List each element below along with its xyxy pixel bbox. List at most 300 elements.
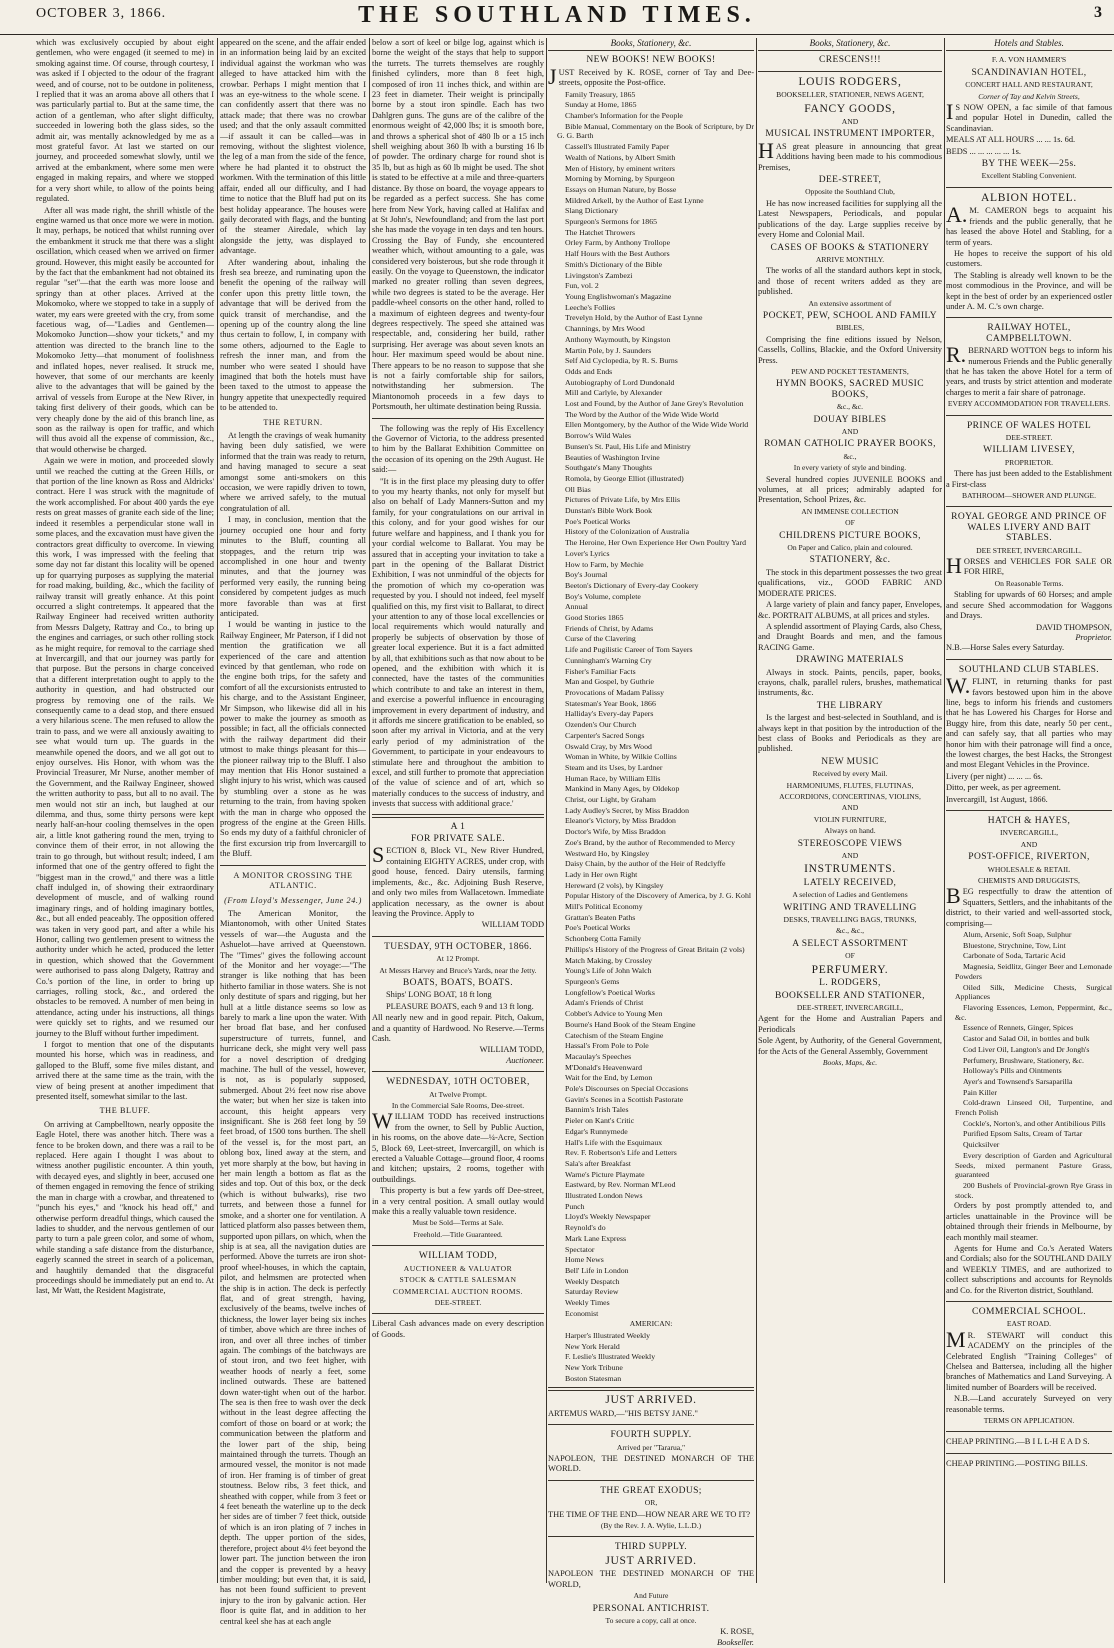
american-paper-item: Harper's Illustrated Weekly [565,1330,651,1340]
book-list-item: Dunstan's Bible Work Book [565,506,653,516]
divider [946,317,1112,318]
ads-section-heading: Hotels and Stables. [946,38,1112,51]
book-list-item: Edgar's Runnymede [565,1126,628,1136]
column-4-books [548,38,754,1647]
book-list-item: Eleanor's Victory, by Miss Braddon [565,816,676,826]
ad-line: DEE STREET, INVERCARGILL. [976,545,1082,555]
book-list-item: Gavin's Scenes in a Scottish Pastorate [565,1094,684,1104]
ad-body: HORSES and VEHICLES FOR SALE OR FOR HIRE, [946,553,1112,579]
book-list-item: Fisher's Familiar Facts [565,666,636,676]
article-paragraph: appeared on the scene, and the affair ended in an information being laid by an excited individual against the workman who was alleged to have attacked him with the crowbar. Perhaps I might mention that I was an eye-witness to the whole scene. I can confidently assert that there was no attack made; that there was no crowbar used; and that the only assault committed—if assault it can be called—was in removing, without the slightest violence, the leg of a man from the side of the fence, where he had planted it to obstruct the workmen. With the termination of this little affair, ended all our difficulty, and I had time to notice that the Bluff had put on its best holiday appearance. The houses were gaily decorated with flags, and the bunting of the steamer Airedale, which lay alongside the jetty, was displayed to advantage. [220,38,366,256]
auction-line: Ships' LONG BOAT, 18 ft long [386,990,492,1000]
article-paragraph: The American Monitor, the Miantonomoh, with other United States vessels of war—the Augusta and the Ashuelot—have arrived at Queenstown. The "Times" gives the following account of the Monitor and her voyage:—"The stranger is like nothing that has been hitherto familiar in those waters. She is not only destitute of spars and rigging, but her hull at a little distance seems so low as barely to mark a line upon the water. With her broad flat base, and her confused superstructure of turrets, funnel, and hurricane deck, she might very well pass for a novel description of dredging machine. The hull of the vessel, however, is not, as is popularly supposed, submerged. About 2½ feet now rise above the water; but when her size is taken into account, this height appears very insignificant. She is 268 feet long by 59 feet broad, of 1500 tons burthen. The shell of the vessel is, for the most part, an oblong box, lined away at the stern, and yet more sharply at the bow, but having in her main length a bottom as flat as the sides and top. Out of this box, or the deck (which is without bulwarks), rise two turrets, and between those a funnel for smoke, and a shorter one for ventilation. A latticed platform also passes between them, supported upon pillars, on which, when the ship is at sea, all the navigation duties are performed. Above the turrets are iron shot-proof wheel-houses, in which the captain, pilot, and helmsmen are protected when the ship is in action. The deck is perfectly flat, and of great strength, having, exclusively of the beams, twelve inches of thickness, the lower layer being six inches of timber, above which are three inches of iron, and over all three inches of timber again. The combings of the batchways are of stout iron, and two feet higher, with weather hoods of nearly a feet, some inclined outwards. These are battened down water-tight when out of the harbor. The sea is then free to wash over the deck without in the least degree affecting the comfort of those on board or at work; the communication between the platform and the lower part of the ship, being maintained through the turrets. Though an armoured vessel, the monitor is not made of iron. Her framing is of timber of great stoutness. Below ribs, 3 feet thick, and sheathed with copper, while from 3 feet or 4 feet beneath the waterline up to the deck her sides are of timber 7 feet thick, outside of which is an iron plating of 7 inches in depth. The upper portion of the sides, therefore, project about 4½ feet beyond the lower part. The junction between the iron and the copper is prevented by a heavy timber moulding; but even that, it is said, has not been found sufficient to prevent injury to the iron by galvanic action. Her floor is quite flat, and in addition to her central keel she has at each angle [220,908,366,1626]
book-list-item: Mankind in Many Ages, by Oldekop [565,784,680,794]
book-list-item: Pieler on Kant's Critic [565,1116,635,1126]
book-list-item: Spurgeon's Sermons for 1865 [565,217,658,227]
book-list-item: Popular History of the Discovery of America, by J. G. Kohl [565,891,752,901]
book-list-item: Economist [565,1308,599,1318]
ad-title: COMMERCIAL SCHOOL. [972,1307,1086,1317]
book-list-item: Macaulay's Speeches [565,1051,632,1061]
ad-line: And Future [633,1591,669,1601]
book-list-item: Man and Gospel, by Guthrie [565,677,654,687]
ad-body: Agent for the Home and Australian Papers and Periodicals [758,1014,942,1034]
ad-line: &c., &c., [835,926,865,936]
ad-line: HARMONIUMS, FLUTES, FLUTINAS, [786,780,914,790]
ad-line: ARTEMUS WARD,—"HIS BETSY JANE." [548,1408,698,1418]
book-list-item: Bible Manual, Commentary on the Book of Scripture, by Dr G. G. Barth [557,121,754,141]
book-list-item: Channings, by Mrs Wood [565,324,645,334]
book-list-item: Life and Pugilistic Career of Tom Sayers [565,645,693,655]
book-list-item: Provocations of Madam Palissy [565,688,664,697]
book-list-item: Cunningham's Warning Cry [565,655,652,665]
american-paper-item: New York Herald [565,1341,620,1351]
auction-date: WEDNESDAY, 10TH OCTOBER, [386,1077,530,1088]
book-list-item: Warne's Picture Playmate [565,1169,645,1179]
book-list-item: Sunday at Home, 1865 [565,100,637,110]
masthead [0,0,1114,35]
auctioneer-name: WILLIAM TODD, [418,1251,498,1262]
divider [946,187,1112,188]
ad-line: Opposite the Southland Club, [805,187,895,197]
ad-line: Books, Maps, &c. [822,1057,878,1067]
ad-line: DESKS, TRAVELLING BAGS, TRUNKS, [783,915,917,925]
book-list-item: Curse of the Clavering [565,634,636,644]
chemist-item: Alum, Arsenic, Soft Soap, Sulphur [963,930,1072,940]
ad-line: In every variety of style and binding. [793,463,907,473]
article-paragraph: After all was made right, the shrill whistle of the engine warned us that once more we were in motion. It may, perhaps, be noticed that whilst running over the embankment it struck me that there was a slight oscillation, which ceased when we arrived on firmer ground. However, this might easily be accounted for by the fact that the embankment had not obtained its regular "set"—that the earth was more loose and springy than at other places. Arrived at the Mokomoko, where we stopped to take in a supply of water, my ears were greeted with the cry, from some facetious wag, of—"Ladies and Gentlemen—Mokomoko Junction—show your tickets," and my attention was directed to the branch line to the Mokomoko Jetty—that monument of foolishness and inflated hopes, never realised. It struck me, however, that some of our merchants are keenly alive to the advantages that will be gained by the arrival of vessels from Europe at the New River, in taking first delivery of their goods, which can be very cheaply done by the aid of this branch line, as soon as the railway is open for traffic, and which will thus avoid all the expense of commission, &c., that would otherwise be charged. [36,205,214,454]
book-list-item: Mill and Carlyle, by Alexander [565,388,663,398]
auction-date: TUESDAY, 9TH OCTOBER, 1866. [384,941,532,952]
ad-line: N.B.—Horse Sales every Saturday. [946,643,1065,653]
ad-body: A large variety of plain and fancy paper, Envelopes, &c. PORTRAIT ALBUMS, at all prices and styles. [758,600,942,620]
ad-line: To secure a copy, call at once. [605,1615,697,1625]
divider [946,659,1112,660]
book-list-item: Men of History, by eminent writers [565,163,675,173]
ad-title: L. RODGERS, [819,978,881,989]
book-list-item: Friends of Christ, by Adams [565,623,654,633]
auction-body: This property is but a few yards off Dee-street, in a very central position. A small outlay would make this a really valuable town residence. [372,1186,544,1217]
book-list-item: Bannim's Irish Tales [565,1105,629,1115]
ad-line: INSTRUMENTS. [804,863,896,876]
book-list-item: Martin Pole, by J. Saunders [565,345,652,355]
book-list-item: How to Farm, by Mechie [565,559,644,569]
ad-line: AN IMMENSE COLLECTION [801,506,899,516]
divider [548,1536,754,1537]
ad-line: ROMAN CATHOLIC PRAYER BOOKS, [764,439,936,450]
ad-line: PEW AND POCKET TESTAMENTS, [791,366,909,376]
divider [758,71,942,72]
ad-line: PERFUMERY. [811,963,889,976]
auctioneer-footer: Liberal Cash advances made on every description of Goods. [372,1319,544,1339]
divider [372,814,544,818]
book-list-item: Slang Dictionary [565,206,619,216]
book-list-item: Hassal's From Pole to Pole [565,1041,649,1051]
ad-line: DRAWING MATERIALS [796,655,904,666]
book-list-item: Steam and its Uses, by Lardner [565,762,663,772]
ad-title: PRINCE OF WALES HOTEL [966,420,1092,431]
auction-title: Freehold.—Title Guaranteed. [413,1229,503,1239]
ad-line: THIRD SUPPLY. [614,1542,688,1553]
section-heading: THE RETURN. [263,417,323,427]
article-source: (From Lloyd's Messenger, June 24.) [224,895,362,905]
book-list-item: Poe's Poetical Works [565,923,631,933]
ad-line: LATELY RECEIVED, [803,877,897,888]
book-list-item: Match Making, by Crossley [565,955,653,965]
ad-line: On Reasonable Terms. [994,578,1064,588]
ad-line: NEW MUSIC [821,756,879,767]
ad-title: ALBION HOTEL. [981,191,1077,204]
ad-line: Ditto, per week, as per agreement. [946,783,1061,793]
divider [946,1453,1112,1454]
chemist-item: Cockle's, Norton's, and other Antibilious Pills [963,1118,1106,1128]
chemist-item: Ayer's and Townsend's Sarsaparilla [963,1076,1073,1086]
book-list-item: Bourne's Hand Book of the Steam Engine [565,1019,696,1029]
ad-signature: K. ROSE, [720,1627,754,1637]
book-list-item: The Word by the Author of the Wide Wide World [565,409,719,419]
newspaper-title: THE SOUTHLAND TIMES. [358,2,756,28]
divider [548,1387,754,1391]
book-list-item: The Heroine, Her Own Experience Her Own Poultry Yard [565,538,747,548]
ad-line: AND [1020,839,1038,849]
divider [548,1424,754,1425]
ad-line: AND [841,851,859,861]
chemist-item: Magnesia, Seidlitz, Ginger Beer and Lemonade Powders [955,962,1112,981]
book-list-item: Good Stories 1865 [565,613,624,623]
ad-line: CHILDRENS PICTURE BOOKS, [779,530,921,541]
book-list-item: Pole's Discourses on Special Occasions [565,1084,689,1094]
book-list-item: Young Englishwoman's Magazine [565,291,672,301]
auctioneer-title: Auctioneer. [506,1055,544,1065]
ad-line: THE GREAT EXODUS; [600,1485,702,1496]
divider [220,865,366,866]
ads-section-heading: Books, Stationery, &c. [548,38,754,51]
book-list-item: Punch [565,1201,585,1211]
book-list-item: Borrow's Wild Wales [565,431,632,441]
book-list-item: Poe's Poetical Works [565,516,631,526]
ad-line: AND [841,427,859,436]
book-list-item: Oll Bias [565,484,591,494]
book-list-item: Spectator [565,1244,595,1254]
chemist-item: Pain Killer [963,1087,997,1097]
ad-body: Several hundred copies JUVENILE BOOKS and volumes, at all prices; admirably adapted for Presentation, School Prizes, &c. [758,474,942,505]
ad-body: He has now increased facilities for supplying all the Latest Newspapers, Periodicals, and popular publications of the day. Large supplies receive by every Home and Colonial Mail. [758,198,942,240]
ad-line: OF [845,951,855,961]
ad-body: BEG respectfully to draw the attention of Squatters, Settlers, and the inhabitants of the district, to their varied and well-assorted stock, comprising— [946,883,1113,928]
book-list-item: Trevelyn Hold, by the Author of East Lynne [565,313,703,323]
divider [372,1313,544,1314]
book-list-item: Essays on Human Nature, by Bosse [565,184,677,194]
article-paragraph: I forgot to mention that one of the disputants mounted his horse, which was in readiness, and galloped to the Bluff, some five miles distant, and arrived there at the same time as the train, with the view of being present at another impediment that presented itself, somewhat similar to the last. [36,1040,214,1102]
column-rule [756,38,757,1583]
column-rule [217,38,218,1583]
book-list-item: Mark Lane Express [565,1233,627,1243]
book-list-item: Wealth of Nations, by Albert Smith [565,152,676,162]
divider [946,506,1112,507]
ad-line: Invercargill, 1st August, 1866. [946,794,1048,804]
article-paragraph: Again we were in motion, and proceeded slowly until we reached the cutting at the Green Hills, or that portion of the line known as Ross and Aldricks' contract. Here I was struck with the magnitude of the work accomplished. For about 400 yards the eye rests on great masses of granite each side of the line; indeed it resembles a perpendicular stone wall in some places, and the excavation must have given the contractors great difficulty to overcome. In viewing this work, I was impressed with the feeling that some day not far distant this locality will be opened up for quarrying purposes as supplying the material for road making, building, &c., which the facility of railway transit will greatly enhance. At this point occurred a slight contretemps. It appeared that the Railway Engineer had received written authority from Messrs Dalgety, Rattray and Co., to bring up the engines and carriages, or such other rolling stock as he might require, for removal to the carriage shed at Invercargill, and that our journey was partly for that purpose. But the persons in charge conceived that a different interpretation ought to apply to the authority in question, and had obstructed our progress by removing one of the rails. We consequently came to a dead stop, and there ensued a very hilarious scene. The men refused to allow the train to pass, and we were all anxiously awaiting to see what would turn up. The guards in the meanwhile opened the doors, and we all got out to enjoy ourselves. His Honor, with whom was the Provincial Treasurer, Mr Nurse, another member of the Government, and the Railway Engineer, showed the written authority to pass, but all to no avail. The men would not stir an inch, but laughed at our dilemma, and thus, some thirty persons were kept nearly half-an-hour cooling themselves in the open air, a little knot gathering round the men, trying to convince them of their error, in not allowing the train to go through, but without result; indeed, I am informed that one of the gentry offered to fight the "biggest man in the crowd," and there was a little chaff indulged in, of showing their extraordinary development of muscle, and of walking round imaginary rings, and of holding imaginary bottles, &c., but all ended peaceably. The opposition offered was taken in very good part, and after a while his Honor, calling two gentlemen present to witness the authority under which he acted, produced the letter in question, which showed that the Government were authorised to pass along Dalgety, Rattray and Co.'s portion of the line, in order to bring up carriages, rolling stock, &c., and ordered the obstacles to be removed. A number of men being in attendance, acting under his instructions, all things were quickly set to rights, and we resumed our journey to the Bluff without further impediment. [36,456,214,1038]
ad-line: CASES OF BOOKS & STATIONERY [770,242,930,253]
ad-line: Corner of Tay and Kelvin Streets, [978,91,1080,101]
divider [548,1480,754,1481]
book-list-item: Smith's Dictionary of the Bible [565,259,663,269]
ad-signature-title: Bookseller. [717,1637,754,1647]
article-heading: A MONITOR CROSSING THE ATLANTIC. [233,870,353,891]
book-list-item: Annual [565,602,588,612]
ad-intro: JUST Received by K. ROSE, corner of Tay and Dee-streets, opposite the Post-office. [548,63,754,89]
ad-line: CHEAP PRINTING.—B I L L-H E A D S. [946,1437,1090,1447]
ad-line: A SELECT ASSORTMENT [792,938,908,949]
book-list-item: Hereward (2 vols), by Kingsley [565,880,664,890]
book-list-item: Halliday's Every-day Papers [565,709,654,719]
book-list-item: Human Race, by William Ellis [565,773,661,783]
book-list-item: Odds and Ends [565,366,613,376]
book-list-item: Spurgeon's Gems [565,976,620,986]
book-list-item: Hall's Life with the Esquimaux [565,1137,663,1147]
auctioneer-line: AUCTIONEER & VALUATOR [403,1263,513,1273]
chemist-item: Holloway's Pills and Ointments [963,1066,1062,1076]
book-list-item: Rev. F. Robertson's Life and Letters [565,1148,677,1158]
ad-line: INVERCARGILL, [999,828,1058,838]
auctioneer-line: COMMERCIAL AUCTION ROOMS. [392,1286,524,1296]
book-list-item: Catechism of the Steam Engine [565,1030,664,1040]
book-list-item: Chamber's Information for the People [565,111,683,121]
divider [946,810,1112,811]
divider [946,1301,1112,1302]
ad-line: THE LIBRARY [816,700,884,711]
ad-line: HYMN BOOKS, SACRED MUSIC BOOKS, [776,379,924,400]
ad-line: A selection of Ladies and Gentlemens [792,890,908,900]
ad-line: Arrived per "Tararua," [616,1442,686,1452]
ad-title: JUST ARRIVED. [605,1554,697,1567]
divider [946,1431,1112,1432]
ad-line: AND [841,117,859,127]
ad-line: POCKET, PEW, SCHOOL AND FAMILY [762,310,938,321]
article-paragraph: I would be wanting in justice to the Railway Engineer, Mr Paterson, if I did not mention the gratification we all experienced of the care and attention evinced by that gentleman, who rode on the engine both trips, for the safety and comfort of all the excursionists entrusted to his charge, and to the Assistant Engineer, Mr Simpson, who likewise did all in his power to make the journey as smooth as possible; in fact, all the officials connected with the railway department did their utmost to make things pleasant for this—the pioneer railway trip to the Bluff. I also may mention that His Honor sustained a slight injury to his wrist, which was caused by stumbling over a stone as he was returning to the train, from having spoken with the man in charge who opposed the progress of the engine at the Green Hills. So ends my duty of a faithful chronicler of the first excursion trip from Invercargill to the Bluff. [220,620,366,859]
book-list-item: Livingston's Zambezi [565,270,633,280]
auction-body: WILLIAM TODD has received instructions from the owner, to Sell by Public Auction, in his rooms, on the above date—¼-Acre, Section 5, Block 69, Leet-street, Invercargill, on which is erected a Valuable Cottage—ground floor, 4 rooms and kitchen; upstairs, 2 rooms, together with outbuildings. [372,1108,544,1184]
american-heading: AMERICAN: [629,1319,673,1329]
auctioneer-signature: WILLIAM TODD, [479,1045,544,1055]
issue-date: OCTOBER 3, 1866. [36,6,167,21]
auction-body: All nearly new and in good repair. Pitch, Oakum, and a quantity of Hardwood. No Reserve.—Terms Cash. [372,1013,544,1043]
book-list-item: Mill's Political Economy [565,902,643,912]
american-paper-item: New York Tribune [565,1363,623,1372]
ad-body: Sole Agent, by Authority, of the General Government, for the Acts of the General Assembly, Government [758,1036,942,1056]
ad-title: NEW BOOKS! NEW BOOKS! [586,55,716,66]
book-list-item: Lloyd's Weekly Newspaper [565,1212,651,1222]
book-list-item: Oswald Cray, by Mrs Wood [565,741,652,751]
column-rule [944,38,945,1583]
book-list-item: Beauties of Washington Irvine [565,452,660,462]
book-list-item: Family Treasury, 1865 [565,89,636,99]
book-list-item: Weekly Times [565,1298,610,1308]
ad-body: R.BERNARD WOTTON begs to inform his numerous Friends and the Public generally that he has taken the above Hotel for a term of years, and trusts by strict attention and moderate charges to merit a fair share of patronage. [946,342,1112,397]
book-list-item: History of the Colonization of Australia [565,527,690,537]
ad-body: The stock in this department possesses the two great qualifications, viz., GOOD FABRIC AND MODERATE PRICES. [758,567,942,598]
article-paragraph: "It is in the first place my pleasing duty to offer to you my hearty thanks, not only for myself but also on behalf of Lady Manners-Sutton and my family, for your congratulations on our arrival in this colony, and for your good wishes for our future welfare and happiness, and I thank you for your cordial welcome to Ballarat. You may be assured that in accepting your invitation to take a part in the opening of the Ballarat District Exhibition, I was not unmindful of the objects for the promotion of which my co-operation was requested by you. I should not indeed, feel myself qualified on this, my first visit to Ballarat, to direct your attention to any of those local excellencies or local requirements which would naturally and properly be subjects of observation by those of greater local experience. But it is a fact admitted by all, that exhibitions such as that now about to be opened, and the exhibition with which it is connected, have the tastes of the communities which contribute to and take an interest in them, and exercise a powerful influence in encouraging improvement in every department of industry, and it affords me sincere gratification to be enabled, so soon after my arrival in Victoria, and at the very early period of my administration of the Government, to participate in your endeavours to stimulate here and throughout the ambition to excel, and still further to promote that appreciation of the value of science and of art, which so materially conduces to the success of industry, and invests that success with additional grace.' [372,476,544,809]
ad-body: Stabling for upwards of 60 Horses; and ample and secure Shed accommodation for Waggons and Drays. [946,590,1112,621]
auction-time: At Twelve Prompt. [429,1089,487,1099]
book-list-item: Adam's Friends of Christ [565,998,644,1008]
book-list-item: Doctor's Wife, by Miss Braddon [565,827,666,837]
ad-line: NAPOLEON, THE DESTINED MONARCH OF THE WORLD. [548,1454,754,1474]
ad-line: BATHROOM—SHOWER AND PLUNGE. [962,491,1096,501]
ad-line: DEE-STREET, INVERCARGILL, [796,1002,904,1012]
book-list-item: Phillips's History of the Progress of Great Britain (2 vols) [565,944,745,954]
ad-body: Comprising the fine editions issued by Nelson, Cassells, Collins, Blackie, and the Oxford University Press. [758,334,942,365]
american-paper-item: F. Leslie's Illustrated Weekly [565,1352,656,1362]
chemist-item: Every description of Garden and Agricultural Seeds, mixed permanent Pasture Grass, guaranteed [955,1150,1112,1180]
book-list-item: Lover's Lyrics [565,548,610,558]
page-number: 3 [1094,4,1102,21]
article-paragraph: I may, in conclusion, mention that the journey occupied one hour and forty minutes to the Bluff, counting all stoppages, and the return trip was accomplished in one hour and twenty minutes, and that the journey was performed very easily, the running being considered by competent judges as much more favorable than was at first anticipated. [220,515,366,618]
ad-title: HATCH & HAYES, [987,816,1071,826]
ad-body: The works of all the standard authors kept in stock, and those of recent writers added as they are published. [758,266,942,297]
ad-line: An extensive assortment of [808,298,892,308]
book-list-item: Autobiography of Lord Dundonald [565,377,675,387]
ad-body: HAS great pleasure in announcing that great Additions having been made to his commodious Premises, [758,137,942,172]
ad-line: BOOKSELLER, STATIONER, NEWS AGENT, [776,90,924,100]
ad-line: Livery (per night) ... ... ... 6s. [946,771,1043,781]
ad-body: IS NOW OPEN, a fac simile of that famous and popular Hotel in Dunedin, called the Scandinavian. [946,99,1112,133]
chemist-item: Castor and Salad Oil, in bottles and bulk [963,1034,1090,1044]
ad-body: Orders by post promptly attended to, and articles unattainable in the Province will be obtained through their friends in Melbourne, by each monthly mail steamer. [946,1201,1112,1242]
ads-section-heading: Books, Stationery, &c. [758,38,942,51]
auctioneer-line: STOCK & CATTLE SALESMAN [399,1275,517,1285]
book-list-item: Schonberg Cotta Family [565,934,642,944]
ad-title: LOUIS RODGERS, [798,75,902,88]
book-list-item: Anthony Waymouth, by Kingston [565,334,671,344]
book-list-item: Woman in White, by Wilkie Collins [565,752,677,762]
divider [372,1071,544,1072]
column-2-article [220,38,366,1626]
article-paragraph: The following was the reply of His Excellency the Governor of Victoria, to the address presented to him by the Ballarat Exhibition Committee on the occasion of its opening on the 29th August. He said:— [372,423,544,475]
ad-signature-title: Proprietor. [1075,632,1112,642]
ad-body: Agents for Hume and Co.'s Aerated Waters and Cordials; also for the SOUTHLAND DAILY and WEEKLY TIMES, and are authorized to collect subscriptions and accounts for Reynolds and Co. for the Riverton district, Southland. [946,1243,1112,1295]
book-list-item: Lady in Her own Right [565,869,638,879]
ad-line: MUSICAL INSTRUMENT IMPORTER, [765,129,935,140]
ad-heading: A 1 [450,821,466,832]
ad-subheading: FOR PRIVATE SALE. [411,834,505,845]
ad-body: He hopes to receive the support of his old customers. [946,248,1112,269]
column-5-rodgers [758,38,942,1583]
ad-line: BEDS ... ... ... ... ... 1s. [946,146,1021,156]
ad-body: N.B.—Land accurately Surveyed on very reasonable terms. [946,1394,1112,1414]
ad-line: Received by every Mail. [812,769,888,779]
ad-line: TERMS ON APPLICATION. [983,1416,1075,1426]
divider [372,1245,544,1246]
book-list-item: Boy's Volume, complete [565,591,641,601]
ad-body: The Stabling is already well known to be the most commodious in the Province, and will be kept in the best of order by an experienced ostler under A. M. C.'s own charge. [946,270,1112,311]
ad-line: OF [845,518,855,528]
divider [946,415,1112,416]
book-list-item: Grattan's Beaten Paths [565,912,636,922]
ad-line: (By the Rev. J. A. Wylie, L.L.D.) [600,1521,702,1531]
column-3 [372,38,544,1583]
book-list-item: Daisy Chain, by the author of the Heir of Redclyffe [565,859,726,869]
book-list-item: Zoe's Brand, by the author of Recommended to Mercy [565,837,736,847]
section-heading: THE BLUFF. [99,1106,151,1116]
article-paragraph: On arriving at Campbelltown, nearly opposite the Eagle Hotel, there was another hitch. There was a fence to be broken down, and there was a rail to be replaced. Here again I thought I was about to witness another pugilistic encounter. A thin youth, with decayed eyes, and slightly in beer, accused one of themen engaged in removing the fence of striking the man in charge with a crowbar, and threatened to "punch his eyes," and "knock his head off," and otherwise perform dreadful things, which caused the ladies to shudder, and the nervous gentlemen of our party to turn a pale green color, and some of whom, while standing a safe distance from the disturbance, eagerly scanned the street in search of a policeman, and haughtily demanded that the disgraceful proceedings should be immediately put an end to. At last, Mr Watt, the Resident Magistrate, [36,1119,214,1296]
ad-line: PROPRIETOR. [1004,457,1054,467]
book-list-item: Bunsen's St. Paul, His Life and Ministry [565,441,691,451]
ad-signature: DAVID THOMPSON, [1035,622,1112,632]
book-list-item: Cobbet's Advice to Young Men [565,1009,663,1019]
ad-title: ROYAL GEORGE AND PRINCE OF WALES LIVERY AND BAIT STABLES. [951,512,1107,544]
ad-body: Is the largest and best-selected in Southland, and is always kept in that position by the introduction of the best class of Books and Periodicals as they are published. [758,713,942,754]
ad-body: A splendid assortment of Playing Cards, also Chess, and Draught Boards and men, and the famous RACING Game. [758,621,942,652]
book-list-item: Orley Farm, by Anthony Trollope [565,238,671,248]
ad-line: WILLIAM LIVESEY, [983,445,1075,456]
auctioneer-line: DEE-STREET. [434,1297,482,1307]
book-list-item: Eastward, by Rev. Norman M'Leod [565,1180,676,1190]
divider [372,418,544,419]
ad-line: ARRIVE MONTHLY. [815,254,885,264]
ad-body: There has just been added to the Establishment a First-class [946,469,1112,489]
american-list [548,1331,754,1384]
ad-line: CHEAP PRINTING.—POSTING BILLS. [946,1458,1088,1468]
book-list-item: Longfellow's Poetical Works [565,987,655,997]
chemist-stock-list [946,930,1112,1200]
ad-line: STATIONERY, &c. [809,555,891,566]
book-list-item: Lost and Found, by the Author of Jane Grey's Revolution [565,399,744,409]
ad-line: BIBLES, [835,323,865,333]
ad-line: CONCERT HALL AND RESTAURANT, [965,80,1093,90]
ad-line: VIOLIN FURNITURE, [813,814,887,824]
column-1-article [36,38,214,1583]
column-rule [369,38,370,1583]
ad-line: BY THE WEEK—25s. [981,159,1077,170]
ad-line: DEE-STREET. [1005,433,1053,442]
chemist-item: Bluestone, Strychnine, Tow, Lint [963,940,1066,950]
book-list-item: Home News [565,1255,604,1265]
book-list-item: Sala's after Breakfast [565,1158,631,1168]
ad-line: CHEMISTS AND DRUGGISTS, [978,876,1080,886]
auction-heading: BOATS, BOATS, BOATS. [402,977,514,988]
chemist-item: Perfumery, Brushware, Stationery, &c. [963,1055,1084,1065]
divider [372,936,544,937]
book-list-item: Cassell's Illustrated Family Paper [565,142,670,152]
ad-line: Always on hand. [824,826,876,836]
ad-body: MR. STEWART will conduct this ACADEMY on the principles of the Celebrated English "Training Colleges" of Chelsea and Battersea, including all the higher branches of Mathematics and Land Surveying. A limited number of Boarders will be received. [946,1326,1112,1392]
book-list-item: Carpenter's Sacred Songs [565,730,645,740]
ad-line: FANCY GOODS, [804,102,896,115]
article-paragraph: After wandering about, inhaling the fresh sea breeze, and ruminating upon the benefit the opening of the railway will confer upon this pretty little town, the advantage that will be derived from the quick transit of merchandise, and the opening up of the country along the line thus certain to follow, I, in company with some others, adjourned to the Eagle to refresh the inner man, and from the number who were seated I should have imagined that both the hotels must have been taxed to the utmost to appease the hungry appetite that unexpectedly required to be attended to. [220,257,366,413]
ad-line: THE TIME OF THE END—HOW NEAR ARE WE TO IT? [548,1509,751,1519]
book-list-item: Christ, our Light, by Graham [565,795,656,805]
book-list-item: Wait for the End, by Lemon [565,1073,653,1083]
chemist-item: 200 Bushels of Provincial-grown Rye Grass in stock. [955,1180,1112,1200]
book-list [548,90,754,1319]
auction-terms: Must be Sold—Terms at Sale. [412,1218,504,1228]
column-6-hotels [946,38,1112,1583]
chemist-item: Purified Epsom Salts, Cream of Tartar [963,1129,1083,1139]
auction-line: PLEASURE BOATS, each 9 and 13 ft long. [386,1001,534,1011]
chemist-item: Flavoring Essences, Lemon, Peppermint, &c., &c. [955,1002,1112,1022]
ad-line: BOOKSELLER AND STATIONER, [775,990,925,1001]
chemist-item: Cold-drawn Linseed Oil, Turpentine, and French Polish [955,1098,1112,1118]
ad-line: PERSONAL ANTICHRIST. [592,1603,710,1614]
ad-signature: WILLIAM TODD [481,920,544,930]
book-list-item: Romola, by George Elliot (illustrated) [565,473,684,483]
book-list-item: Ellen Montgomery, by the Author of the Wide Wide World [565,420,749,430]
ad-line: POST-OFFICE, RIVERTON, [968,852,1090,863]
book-list-item: Bell' Life in London [565,1265,629,1275]
chemist-item: Essence of Rennets, Ginger, Spices [963,1023,1074,1033]
ad-line: ACCORDIONS, CONCERTINAS, VIOLINS, [779,792,921,801]
book-list-item: Reynold's do [565,1223,606,1233]
book-list-item: Southgate's Many Thoughts [565,463,653,473]
